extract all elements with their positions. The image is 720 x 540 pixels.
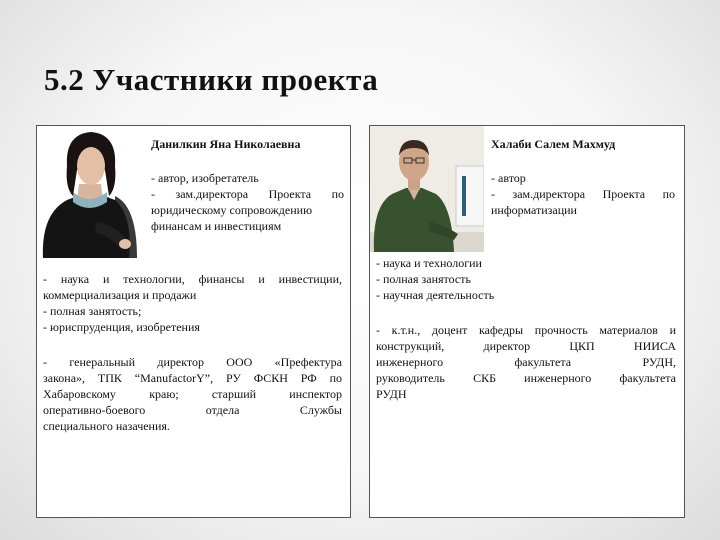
bio-line: - к.т.н., доцент кафедры прочность материалов и — [376, 323, 676, 337]
participant-bio-right — [376, 322, 676, 402]
participant-skills-left — [43, 271, 342, 335]
skills-line: - наука и технологии, финансы и инвестиции, — [43, 272, 342, 286]
role-line: - автор, изобретатель — [151, 171, 259, 185]
skills-line: коммерциализация и продажи — [43, 288, 197, 302]
role-line: - зам.директора Проекта по — [491, 187, 675, 201]
bio-line: закона», ТПК “ManufactorY”, РУ ФСКН РФ по — [43, 371, 342, 385]
participant-photo-left — [37, 126, 145, 258]
participant-photo-right — [370, 126, 484, 252]
bio-line: специального назачения. — [43, 419, 170, 433]
bio-line: - генеральный директор ООО «Префектура — [43, 355, 342, 369]
participant-card-right — [369, 125, 685, 518]
participant-role-right — [491, 170, 675, 218]
role-line: - автор — [491, 171, 526, 185]
bio-line: оперативно-боевого отдела Службы — [43, 403, 342, 417]
participant-name-left: Данилкин Яна Николаевна — [151, 137, 301, 151]
role-line: юридическому сопровождению — [151, 203, 313, 217]
skills-line: - юриспруденция, изобретения — [43, 320, 200, 334]
bio-line: конструкций, директор ЦКП НИИСА — [376, 339, 676, 353]
skills-line: - наука и технологии — [376, 256, 482, 270]
participant-bio-left — [43, 354, 342, 434]
participant-card-left — [36, 125, 351, 518]
role-line: финансам и инвестициям — [151, 219, 282, 233]
bio-line: Хабаровскому краю; старший инспектор — [43, 387, 342, 401]
bio-line: руководитель СКБ инженерного факультета — [376, 371, 676, 385]
skills-line: - научная деятельность — [376, 288, 495, 302]
role-line: информатизации — [491, 203, 577, 217]
bio-line: инженерного факультета РУДН, — [376, 355, 676, 369]
participant-skills-right — [376, 255, 676, 303]
slide-title: 5.2 Участники проекта — [44, 62, 379, 97]
participant-name-right: Халаби Салем Махмуд — [491, 137, 616, 151]
role-line: - зам.директора Проекта по — [151, 187, 344, 201]
skills-line: - полная занятость — [376, 272, 471, 286]
bio-line: РУДН — [376, 387, 407, 401]
skills-line: - полная занятость; — [43, 304, 142, 318]
participant-role-left — [151, 170, 344, 234]
